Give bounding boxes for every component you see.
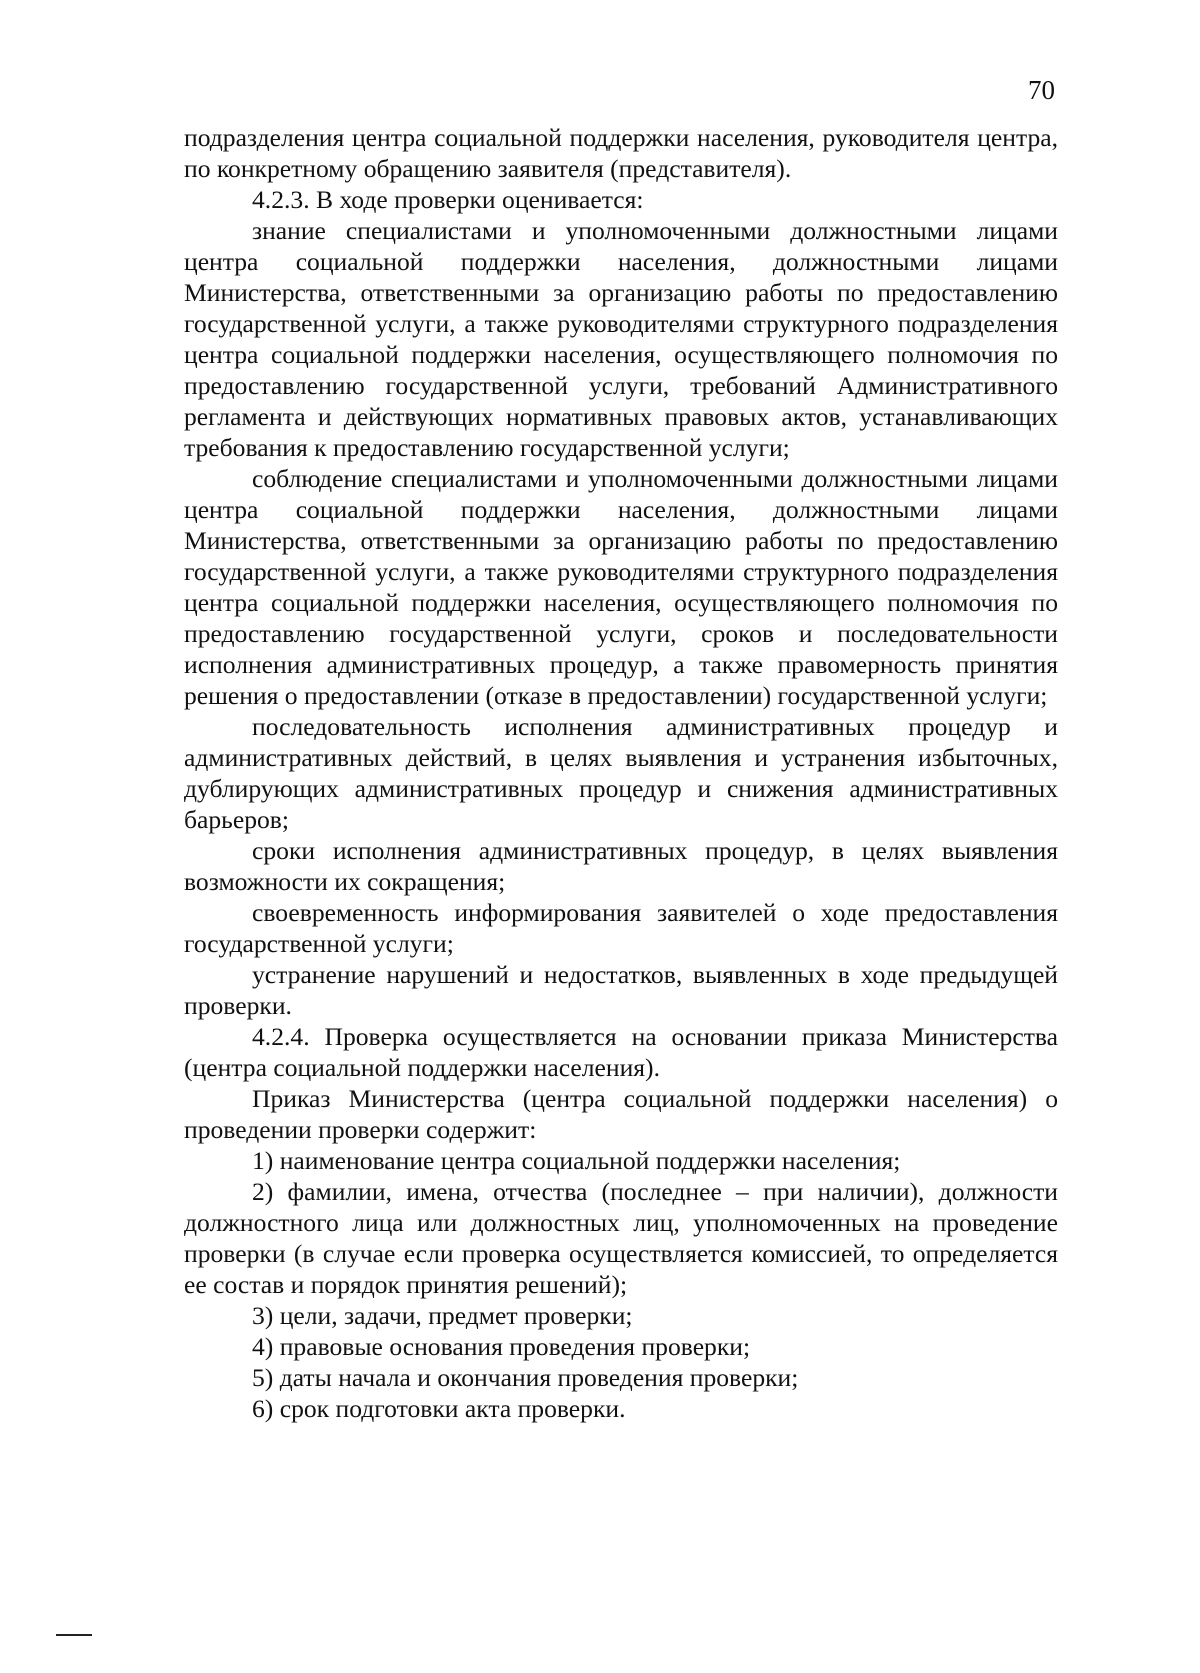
list-item-3: 3) цели, задачи, предмет проверки;: [252, 1301, 633, 1330]
page-number: 70: [1028, 75, 1055, 105]
paragraph-order-contents: Приказ Министерства (центра социальной поддержки населения) о проведении проверки содержит:: [184, 1084, 1058, 1144]
list-item-1: 1) наименование центра социальной поддержки населения;: [252, 1146, 901, 1175]
list-item-4: 4) правовые основания проведения проверки;: [252, 1332, 751, 1361]
scan-edge-mark: [56, 1634, 92, 1636]
section-heading-4-2-4: 4.2.4. Проверка осуществляется на основании приказа Министерства (центра социальной поддержки населения).: [184, 1022, 1058, 1082]
list-item-5: 5) даты начала и окончания проведения проверки;: [252, 1363, 799, 1392]
list-item-6: 6) срок подготовки акта проверки.: [252, 1394, 626, 1423]
document-body: [184, 122, 1058, 1424]
section-heading-4-2-3: 4.2.3. В ходе проверки оценивается:: [252, 185, 644, 214]
paragraph-sequence: последовательность исполнения административных процедур и административных действий, в целях выявления и устранения избыточных, дублирующих административных процедур и снижения административных барьеров;: [184, 712, 1058, 834]
paragraph-knowledge: знание специалистами и уполномоченными должностными лицами центра социальной поддержки населения, должностными лицами Министерства, ответственными за организацию работы по предоставлению государственной услуги, а также руководителями структурного подразделения центра социальной поддержки населения, осуществляющего полномочия по предоставлению государственной услуги, требований Административного регламента и действующих нормативных правовых актов, устанавливающих требования к предоставлению государственной услуги;: [184, 216, 1058, 462]
paragraph-compliance: соблюдение специалистами и уполномоченными должностными лицами центра социальной поддержки населения, должностными лицами Министерства, ответственными за организацию работы по предоставлению государственной услуги, а также руководителями структурного подразделения центра социальной поддержки населения, осуществляющего полномочия по предоставлению государственной услуги, сроков и последовательности исполнения административных процедур, а также правомерность принятия решения о предоставлении (отказе в предоставлении) государственной услуги;: [184, 464, 1058, 710]
list-item-2: 2) фамилии, имена, отчества (последнее – при наличии), должности должностного лица или должностных лиц, уполномоченных на проведение проверки (в случае если проверка осуществляется комиссией, то определяется ее состав и порядок принятия решений);: [184, 1177, 1058, 1299]
paragraph-elimination: устранение нарушений и недостатков, выявленных в ходе предыдущей проверки.: [184, 960, 1058, 1020]
paragraph-deadlines: сроки исполнения административных процедур, в целях выявления возможности их сокращения;: [184, 836, 1058, 896]
paragraph-timeliness: своевременность информирования заявителей о ходе предоставления государственной услуги;: [184, 898, 1058, 958]
paragraph-continuation: подразделения центра социальной поддержки населения, руководителя центра, по конкретному обращению заявителя (представителя).: [184, 123, 1058, 183]
